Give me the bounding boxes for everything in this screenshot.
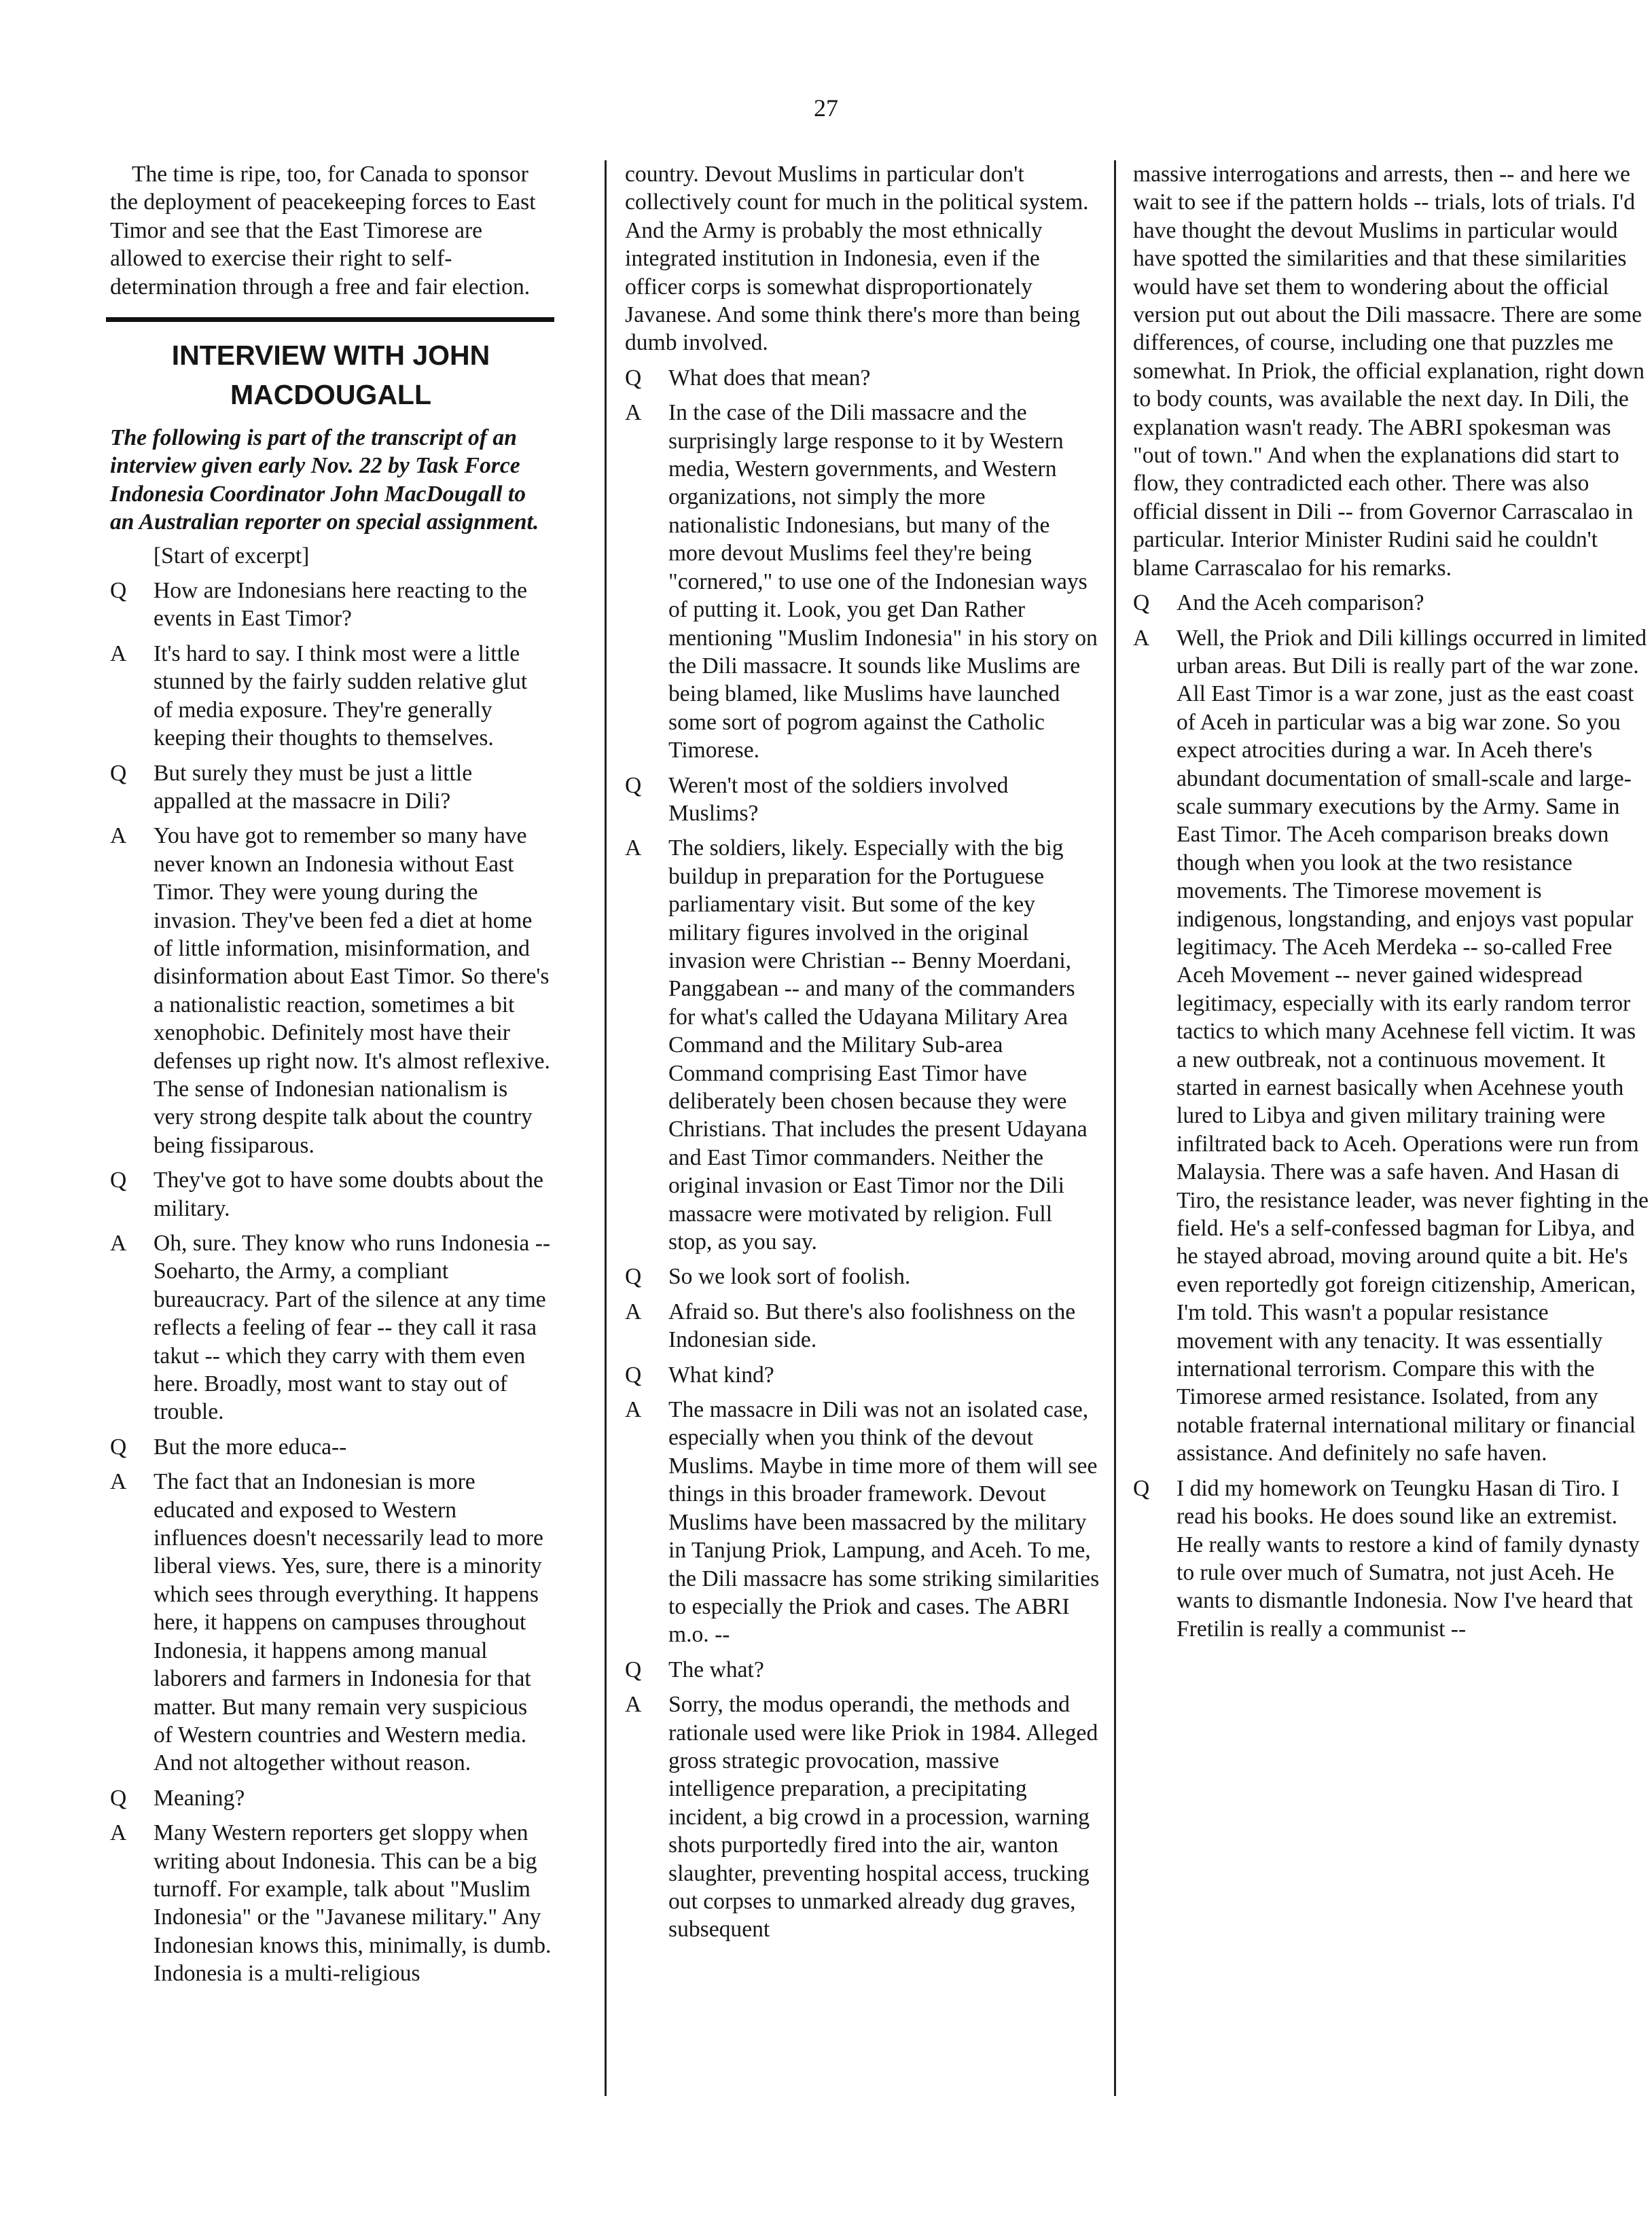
question-item: [625, 772, 1100, 828]
speaker-label: Q: [625, 365, 642, 391]
speaker-text: Many Western reporters get sloppy when writing about Indonesia. This can be a big turnoff. For example, talk about "Muslim Indonesia" or the "Javanese military." Any Indonesian knows this, minimally, is dumb. Indonesia is a multi-religious: [154, 1820, 552, 1987]
speaker-text: The soldiers, likely. Especially with the big buildup in preparation for the Portuguese parliamentary visit. But some of the key military figures involved in the original invasion were Christian -- Benny Moerdani, Panggabean -- and many of the commanders for what's called the Udayana Military Area Command and the Military Sub-area Command comprising East Timor have deliberately been chosen because they were Christians. That includes the present Udayana and East Timor commanders. Neither the original invasion or East Timor nor the Dili massacre were motivated by religion. Full stop, as you say.: [668, 835, 1088, 1255]
speaker-label: Q: [625, 772, 642, 798]
speaker-label: Q: [110, 760, 127, 786]
speaker-label: A: [110, 1820, 127, 1846]
speaker-text: What kind?: [668, 1362, 774, 1388]
section-rule: [106, 317, 554, 322]
speaker-label: A: [625, 1692, 642, 1718]
continued-answer: massive interrogations and arrests, then -- and here we wait to see if the pattern holds -- trials, lots of trials. I'd have thought the devout Muslims in particular would have spotted the similarities and that these similarities would have set them to wondering about the official version put out about the Dili massacre. There are some differences, of course, including one that puzzles me somewhat. In Priok, the official explanation, right down to body counts, was available the next day. In Dili, the explanation wasn't ready. The ABRI spokesman was "out of town." And when the explanations did start to flow, they contradicted each other. There was also official dissent in Dili -- from Governor Carrascalao in particular. Interior Minister Rudini said he couldn't blame Carrascalao for his remarks.: [1133, 162, 1645, 581]
column-2: [625, 160, 1100, 1951]
speaker-label: A: [110, 640, 127, 666]
speaker-text: But surely they must be just a little appalled at the massacre in Dili?: [154, 760, 473, 814]
speaker-label: A: [110, 1231, 127, 1256]
answer-item: [110, 822, 552, 1159]
question-item: [1133, 589, 1649, 617]
speaker-text: Afraid so. But there's also foolishness on the Indonesian side.: [668, 1299, 1076, 1353]
speaker-text: And the Aceh comparison?: [1177, 590, 1424, 616]
speaker-label: Q: [1133, 1475, 1150, 1501]
speaker-label: A: [110, 1469, 127, 1495]
speaker-text: Meaning?: [154, 1785, 245, 1811]
speaker-label: Q: [625, 1264, 642, 1290]
answer-item: [625, 399, 1100, 764]
question-item: [110, 1433, 552, 1461]
speaker-text: You have got to remember so many have never known an Indonesia without East Timor. They were young during the invasion. They've been fed a diet at home of little information, misinformation, and disinformation about East Timor. So there's a nationalistic reaction, sometimes a bit xenophobic. Definitely most have their defenses up right now. It's almost reflexive. The sense of Indonesian nationalism is very strong despite talk about the country being fissiparous.: [154, 823, 550, 1158]
article-heading: INTERVIEW WITH JOHN MACDOUGALL: [171, 340, 490, 411]
question-item: [625, 364, 1100, 392]
excerpt-marker: [Start of excerpt]: [154, 543, 310, 568]
answer-item: [110, 640, 552, 753]
qa-list-col3: [1133, 589, 1649, 1643]
speaker-label: Q: [110, 1785, 127, 1811]
speaker-text: How are Indonesians here reacting to the events in East Timor?: [154, 578, 528, 632]
question-item: [625, 1361, 1100, 1389]
article-intro: The following is part of the transcript of an interview given early Nov. 22 by Task Force Indonesia Coordinator John MacDougall to an Australian reporter on special assignment.: [110, 425, 539, 535]
speaker-label: A: [625, 835, 642, 861]
speaker-text: But the more educa--: [154, 1434, 347, 1460]
speaker-text: It's hard to say. I think most were a little stunned by the fairly sudden relative glut of media exposure. They're generally keeping their thoughts to themselves.: [154, 640, 528, 751]
question-item: [110, 577, 552, 633]
speaker-text: The massacre in Dili was not an isolated case, especially when you think of the devout Muslims. Maybe in time more of them will see things in this broader framework. Devout Muslims have been massacred by the military in Tanjung Priok, Lampung, and Aceh. To me, the Dili massacre has some striking similarities to especially the Priok and cases. The ABRI m.o. --: [668, 1397, 1100, 1648]
speaker-text: They've got to have some doubts about the military.: [154, 1168, 543, 1221]
speaker-text: Weren't most of the soldiers involved Muslims?: [668, 772, 1009, 826]
answer-item: [625, 1691, 1100, 1944]
column-3: [1133, 160, 1649, 1650]
answer-item: [110, 1819, 552, 1987]
speaker-text: So we look sort of foolish.: [668, 1264, 911, 1290]
column-1: [110, 160, 552, 1995]
question-item: [625, 1656, 1100, 1684]
speaker-label: Q: [625, 1657, 642, 1682]
speaker-text: Well, the Priok and Dili killings occurred in limited urban areas. But Dili is really part of the war zone. All East Timor is a war zone, just as the east coast of Aceh in particular was a big war zone. So you expect atrocities during a war. In Aceh there's abundant documentation of small-scale and large-scale summary executions by the Army. Same in East Timor. The Aceh comparison breaks down though when you look at the two resistance movements. The Timorese movement is indigenous, longstanding, and enjoys vast popular legitimacy. The Aceh Merdeka -- so-called Free Aceh Movement -- never gained widespread legitimacy, especially with its early random terror tactics to which many Acehnese fell victim. It was a new outbreak, not a continuous movement. It started in earnest basically when Acehnese youth lured to Libya and given military training were infiltrated back to Aceh. Operations were run from Malaysia. There was a safe haven. And Hasan di Tiro, the resistance leader, was never fighting in the field. He's a self-confessed bagman for Libya, and he stayed abroad, moving around quite a bit. He's even reportedly got foreign citizenship, American, I'm told. This wasn't a popular resistance movement with any tenacity. It was essentially international terrorism. Compare this with the Timorese armed resistance. Isolated, from any notable fraternal international military or financial assistance. And definitely no safe haven.: [1177, 625, 1649, 1466]
speaker-text: Oh, sure. They know who runs Indonesia -- Soeharto, the Army, a compliant bureaucracy. Part of the silence at any time reflects a feeling of fear -- they call it rasa takut -- which they carry with them even here. Broadly, most want to stay out of trouble.: [154, 1231, 551, 1425]
question-item: [625, 1263, 1100, 1290]
speaker-text: I did my homework on Teungku Hasan di Tiro. I read his books. He does sound like an extremist. He really wants to restore a kind of family dynasty to rule over much of Sumatra, not just Aceh. He wants to dismantle Indonesia. Now I've heard that Fretilin is really a communist --: [1177, 1475, 1640, 1642]
speaker-label: Q: [110, 578, 127, 604]
speaker-label: A: [625, 1397, 642, 1423]
speaker-text: The fact that an Indonesian is more educated and exposed to Western influences doesn't necessarily lead to more liberal views. Yes, sure, there is a minority which sees through everything. It happens here, it happens on campuses throughout Indonesia, it happens among manual laborers and farmers in Indonesia for that matter. But many remain very suspicious of Western countries and Western media. And not altogether without reason.: [154, 1469, 543, 1776]
answer-item: [625, 1396, 1100, 1649]
column-divider-1: [605, 160, 607, 2096]
speaker-label: Q: [110, 1434, 127, 1460]
question-item: [110, 1166, 552, 1223]
lead-paragraph: The time is ripe, too, for Canada to sponsor the deployment of peacekeeping forces to East Timor and see that the East Timorese are allowed to exercise their right to self-determination through a free and fair election.: [110, 162, 536, 300]
column-divider-2: [1114, 160, 1116, 2096]
speaker-text: The what?: [668, 1657, 764, 1682]
speaker-label: Q: [625, 1362, 642, 1388]
answer-item: [110, 1229, 552, 1426]
speaker-text: In the case of the Dili massacre and the surprisingly large response to it by Western media, Western governments, and Western organizations, not simply the more nationalistic Indonesians, but many of the more devout Muslims feel they're being "cornered," to use one of the Indonesian ways of putting it. Look, you get Dan Rather mentioning "Muslim Indonesia" in his story on the Dili massacre. It sounds like Muslims are being blamed, like Muslims have launched some sort of pogrom against the Catholic Timorese.: [668, 400, 1098, 763]
speaker-label: Q: [110, 1168, 127, 1193]
speaker-label: A: [625, 400, 642, 426]
qa-list-col1: [110, 577, 552, 1988]
continued-answer: country. Devout Muslims in particular don't collectively count for much in the political system. And the Army is probably the most ethnically integrated institution in Indonesia, even if the officer corps is somewhat disproportionately Javanese. And some think there's more than being dumb involved.: [625, 162, 1089, 356]
answer-item: [625, 1298, 1100, 1354]
answer-item: [110, 1468, 552, 1777]
answer-item: [625, 834, 1100, 1256]
page-number: 27: [814, 94, 838, 122]
speaker-label: Q: [1133, 590, 1150, 616]
speaker-text: Sorry, the modus operandi, the methods and rationale used were like Priok in 1984. Alleged gross strategic provocation, massive intelligence preparation, a precipitating incident, a big crowd in a procession, warning shots purportedly fired into the air, wanton slaughter, preventing hospital access, trucking out corpses to unmarked already dug graves, subsequent: [668, 1692, 1098, 1943]
question-item: [110, 759, 552, 816]
speaker-text: What does that mean?: [668, 365, 871, 391]
question-item: [110, 1784, 552, 1812]
question-item: [1133, 1475, 1649, 1643]
speaker-label: A: [110, 823, 127, 849]
qa-list-col2: [625, 364, 1100, 1944]
answer-item: [1133, 624, 1649, 1468]
speaker-label: A: [1133, 625, 1150, 651]
speaker-label: A: [625, 1299, 642, 1324]
